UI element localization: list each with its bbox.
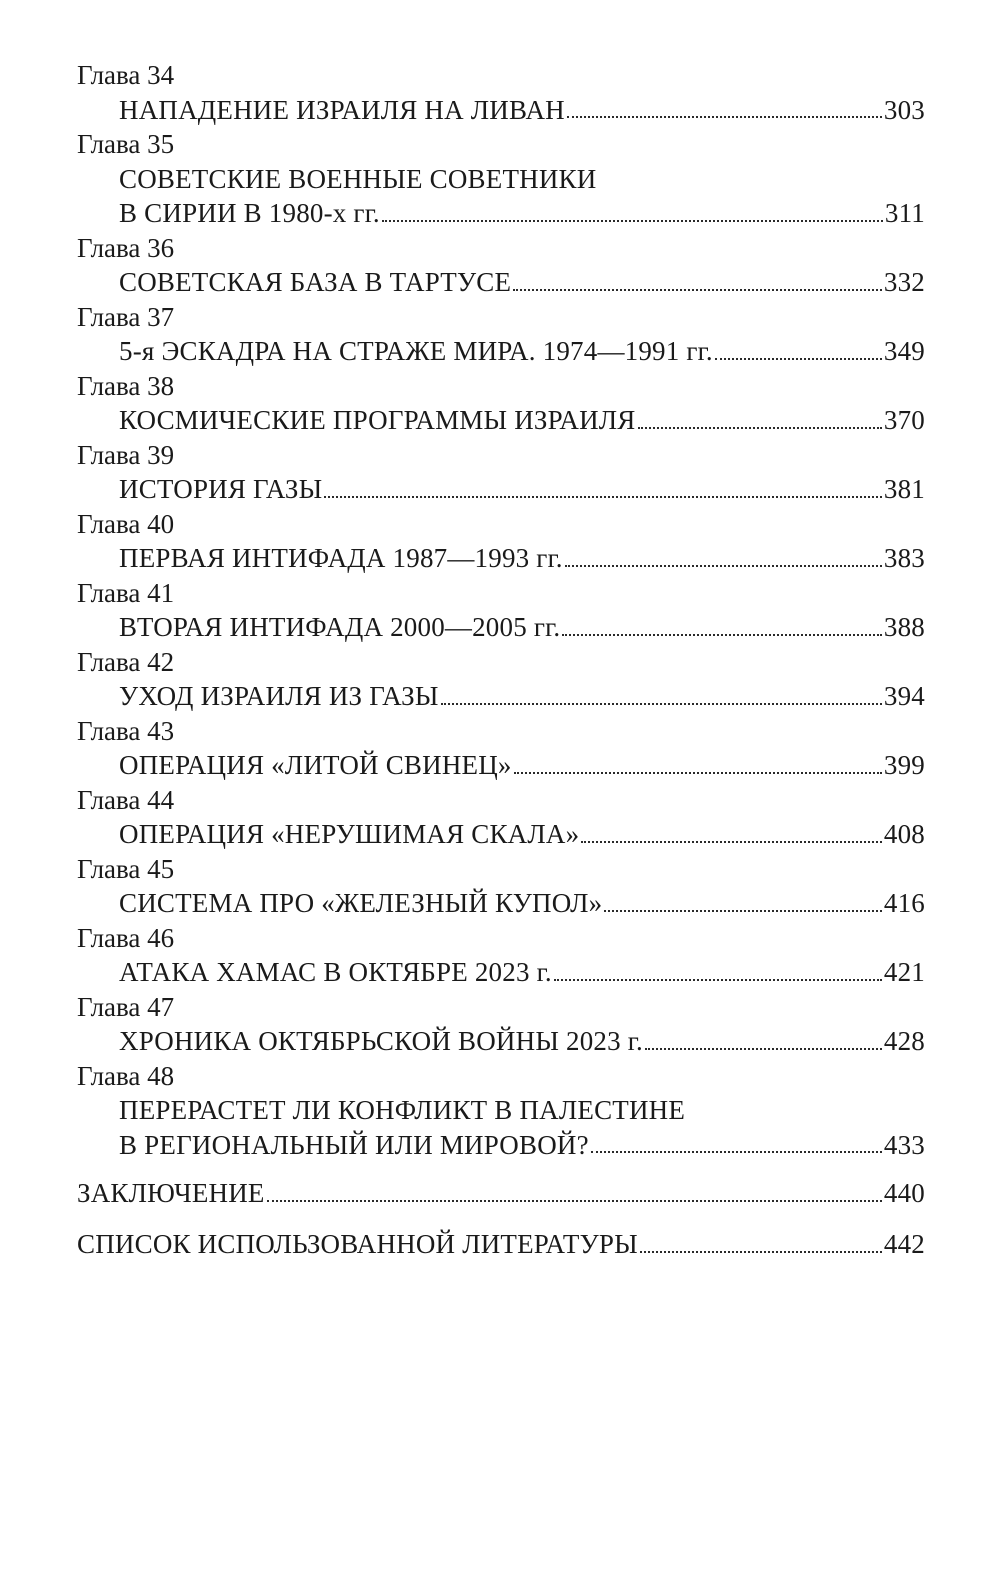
chapter-title: ИСТОРИЯ ГАЗЫ xyxy=(119,474,323,504)
page-number: 416 xyxy=(883,888,925,918)
toc-entry xyxy=(77,783,925,852)
toc-entry xyxy=(77,369,925,438)
chapter-title-row xyxy=(77,403,925,438)
page-number: 311 xyxy=(884,198,925,228)
page-number: 332 xyxy=(883,267,925,297)
page-number: 408 xyxy=(883,819,925,849)
page-number: 381 xyxy=(883,474,925,504)
chapter-title: В СИРИИ В 1980-х гг. xyxy=(119,198,380,228)
chapter-label: Глава 35 xyxy=(77,129,175,159)
chapter-title-row xyxy=(77,679,925,714)
dot-leader xyxy=(554,978,882,981)
page-number: 349 xyxy=(883,336,925,366)
toc-entry xyxy=(77,576,925,645)
chapter-label: Глава 42 xyxy=(77,646,175,677)
chapter-title: ОПЕРАЦИЯ «ЛИТОЙ СВИНЕЦ» xyxy=(119,750,512,780)
chapter-title-row xyxy=(77,334,925,369)
chapter-title-row xyxy=(77,196,925,231)
chapter-label: Глава 36 xyxy=(77,232,175,263)
chapter-label: Глава 44 xyxy=(77,784,175,815)
table-of-contents xyxy=(77,58,925,1270)
page-number: 394 xyxy=(883,681,925,711)
chapter-label: Глава 47 xyxy=(77,991,175,1022)
toc-entry xyxy=(77,231,925,300)
chapter-title: ОПЕРАЦИЯ «НЕРУШИМАЯ СКАЛА» xyxy=(119,819,580,849)
toc-entry xyxy=(77,438,925,507)
page-number: 433 xyxy=(883,1129,925,1160)
dot-leader xyxy=(567,115,882,118)
chapter-title-line: СОВЕТСКИЕ ВОЕННЫЕ СОВЕТНИКИ xyxy=(119,163,597,194)
chapter-title-row xyxy=(77,265,925,300)
chapter-title-row xyxy=(77,1024,925,1059)
chapter-title-row xyxy=(77,610,925,645)
chapter-label: Глава 40 xyxy=(77,508,175,539)
dot-leader xyxy=(324,495,882,498)
section-title: ЗАКЛЮЧЕНИЕ xyxy=(77,1178,265,1208)
dot-leader xyxy=(514,771,882,774)
chapter-title: ВТОРАЯ ИНТИФАДА 2000—2005 гг. xyxy=(119,612,561,642)
dot-leader xyxy=(591,1150,882,1153)
dot-leader xyxy=(267,1199,882,1202)
chapter-label: Глава 45 xyxy=(77,853,175,884)
chapter-label: Глава 34 xyxy=(77,60,175,90)
chapter-title: ПЕРВАЯ ИНТИФАДА 1987—1993 гг. xyxy=(119,543,563,573)
dot-leader xyxy=(604,909,882,912)
toc-entry xyxy=(77,300,925,369)
section-title: СПИСОК ИСПОЛЬЗОВАННОЙ ЛИТЕРАТУРЫ xyxy=(77,1229,638,1259)
chapter-title: СИСТЕМА ПРО «ЖЕЛЕЗНЫЙ КУПОЛ» xyxy=(119,888,603,918)
page-number: 399 xyxy=(883,750,925,780)
page-number: 370 xyxy=(883,405,925,435)
toc-entry xyxy=(77,714,925,783)
chapter-label: Глава 43 xyxy=(77,715,175,746)
page-number: 440 xyxy=(883,1178,925,1208)
toc-entry xyxy=(77,1059,925,1163)
dot-leader xyxy=(441,702,882,705)
toc-entry xyxy=(77,58,925,127)
final-entries xyxy=(77,1168,925,1270)
toc-entry xyxy=(77,921,925,990)
chapter-title: 5-я ЭСКАДРА НА СТРАЖЕ МИРА. 1974—1991 гг. xyxy=(119,336,713,366)
chapter-title: АТАКА ХАМАС В ОКТЯБРЕ 2023 г. xyxy=(119,957,552,987)
chapter-title: КОСМИЧЕСКИЕ ПРОГРАММЫ ИЗРАИЛЯ xyxy=(119,405,636,435)
chapter-title-row xyxy=(77,1128,925,1163)
dot-leader xyxy=(581,840,882,843)
chapter-label: Глава 37 xyxy=(77,301,175,332)
toc-entry xyxy=(77,507,925,576)
chapter-label: Глава 39 xyxy=(77,439,175,470)
chapter-label: Глава 48 xyxy=(77,1060,175,1091)
chapter-title-row xyxy=(77,955,925,990)
dot-leader xyxy=(565,564,882,567)
chapter-title-row xyxy=(77,748,925,783)
toc-entry xyxy=(77,990,925,1059)
dot-leader xyxy=(513,288,882,291)
page-number: 428 xyxy=(883,1026,925,1056)
chapter-title: УХОД ИЗРАИЛЯ ИЗ ГАЗЫ xyxy=(119,681,439,711)
page-number: 383 xyxy=(883,543,925,573)
dot-leader xyxy=(640,1250,882,1253)
chapter-title-line: ПЕРЕРАСТЕТ ЛИ КОНФЛИКТ В ПАЛЕСТИНЕ xyxy=(119,1095,686,1125)
chapter-label: Глава 41 xyxy=(77,577,175,608)
toc-entry xyxy=(77,1168,925,1219)
chapter-title: В РЕГИОНАЛЬНЫЙ ИЛИ МИРОВОЙ? xyxy=(119,1129,589,1160)
dot-leader xyxy=(715,357,882,360)
dot-leader xyxy=(562,633,882,636)
page-number: 388 xyxy=(883,612,925,642)
chapter-title: СОВЕТСКАЯ БАЗА В ТАРТУСЕ xyxy=(119,267,512,297)
toc-entry xyxy=(77,1219,925,1270)
chapter-title: НАПАДЕНИЕ ИЗРАИЛЯ НА ЛИВАН xyxy=(119,94,565,125)
page-number: 442 xyxy=(883,1229,925,1259)
chapter-label: Глава 46 xyxy=(77,922,175,953)
dot-leader xyxy=(382,219,883,222)
page-number: 303 xyxy=(883,94,925,125)
chapter-title-row xyxy=(77,886,925,921)
chapter-title-row xyxy=(77,817,925,852)
dot-leader xyxy=(638,426,882,429)
chapter-list xyxy=(77,58,925,1162)
toc-entry xyxy=(77,127,925,231)
toc-entry xyxy=(77,852,925,921)
dot-leader xyxy=(645,1047,882,1050)
toc-entry xyxy=(77,645,925,714)
chapter-title-row xyxy=(77,541,925,576)
chapter-title-row xyxy=(77,472,925,507)
page-number: 421 xyxy=(883,957,925,987)
chapter-label: Глава 38 xyxy=(77,370,175,401)
chapter-title: ХРОНИКА ОКТЯБРЬСКОЙ ВОЙНЫ 2023 г. xyxy=(119,1026,643,1056)
chapter-title-row xyxy=(77,93,925,128)
